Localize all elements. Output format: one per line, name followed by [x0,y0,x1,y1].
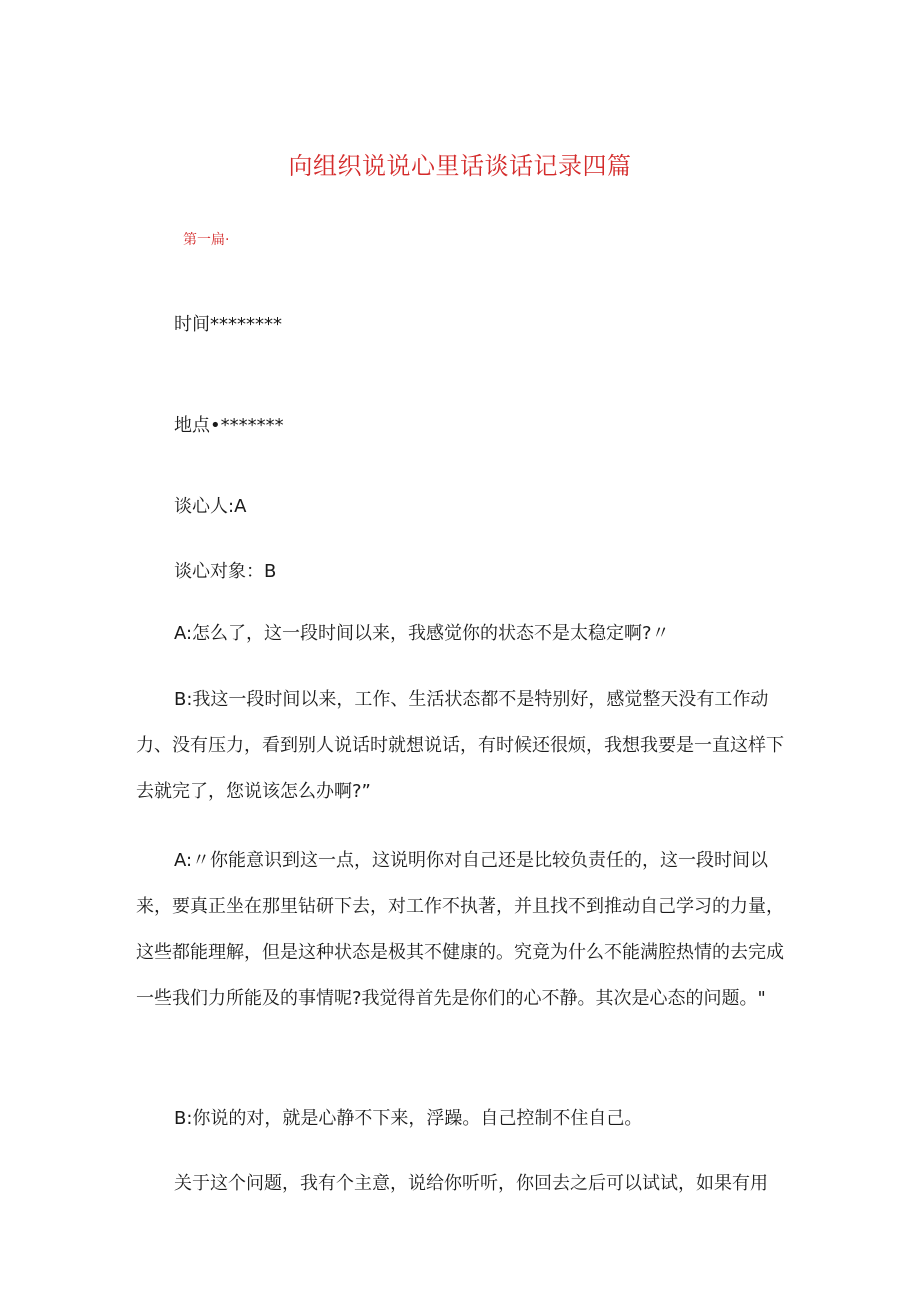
section-label: 第一扁· [183,232,230,248]
dialogue-paragraph: B:我这一段时间以来，工作、生活状态都不是特别好，感觉整天没有工作动力、没有压力，看到别人说话时就想说话，有时候还很烦，我想我要是一直这样下去就完了，您说该怎么办啊?” [136,689,784,802]
dialogue-paragraph: 关于这个问题，我有个主意，说给你听听，你回去之后可以试试，如果有用 [174,1173,768,1194]
meta-target: 谈心对象：B [174,561,277,582]
meta-time: 时间******** [174,314,282,335]
dialogue-paragraph: A:〃你能意识到这一点，这说明你对自己还是比较负责任的，这一段时间以来，要真正坐在那里钻研下去，对工作不执著，并且找不到推动自己学习的力量，这些都能理解，但是这种状态是极其不健康的。究竟为什么不能满腔热情的去完成一些我们力所能及的事情呢?我觉得首先是你们的心不静。其次是心态的问题。" [136,850,784,1009]
dialogue-paragraph: B:你说的对，就是心静不下来，浮躁。自己控制不住自己。 [174,1108,643,1129]
meta-place: 地点•******* [174,415,284,436]
dialogue-paragraph: A:怎么了，这一段时间以来，我感觉你的状态不是太稳定啊?〃 [174,623,670,644]
document-title: 向组织说说心里话谈话记录四篇 [288,152,632,180]
meta-speaker: 谈心人:A [174,496,247,517]
